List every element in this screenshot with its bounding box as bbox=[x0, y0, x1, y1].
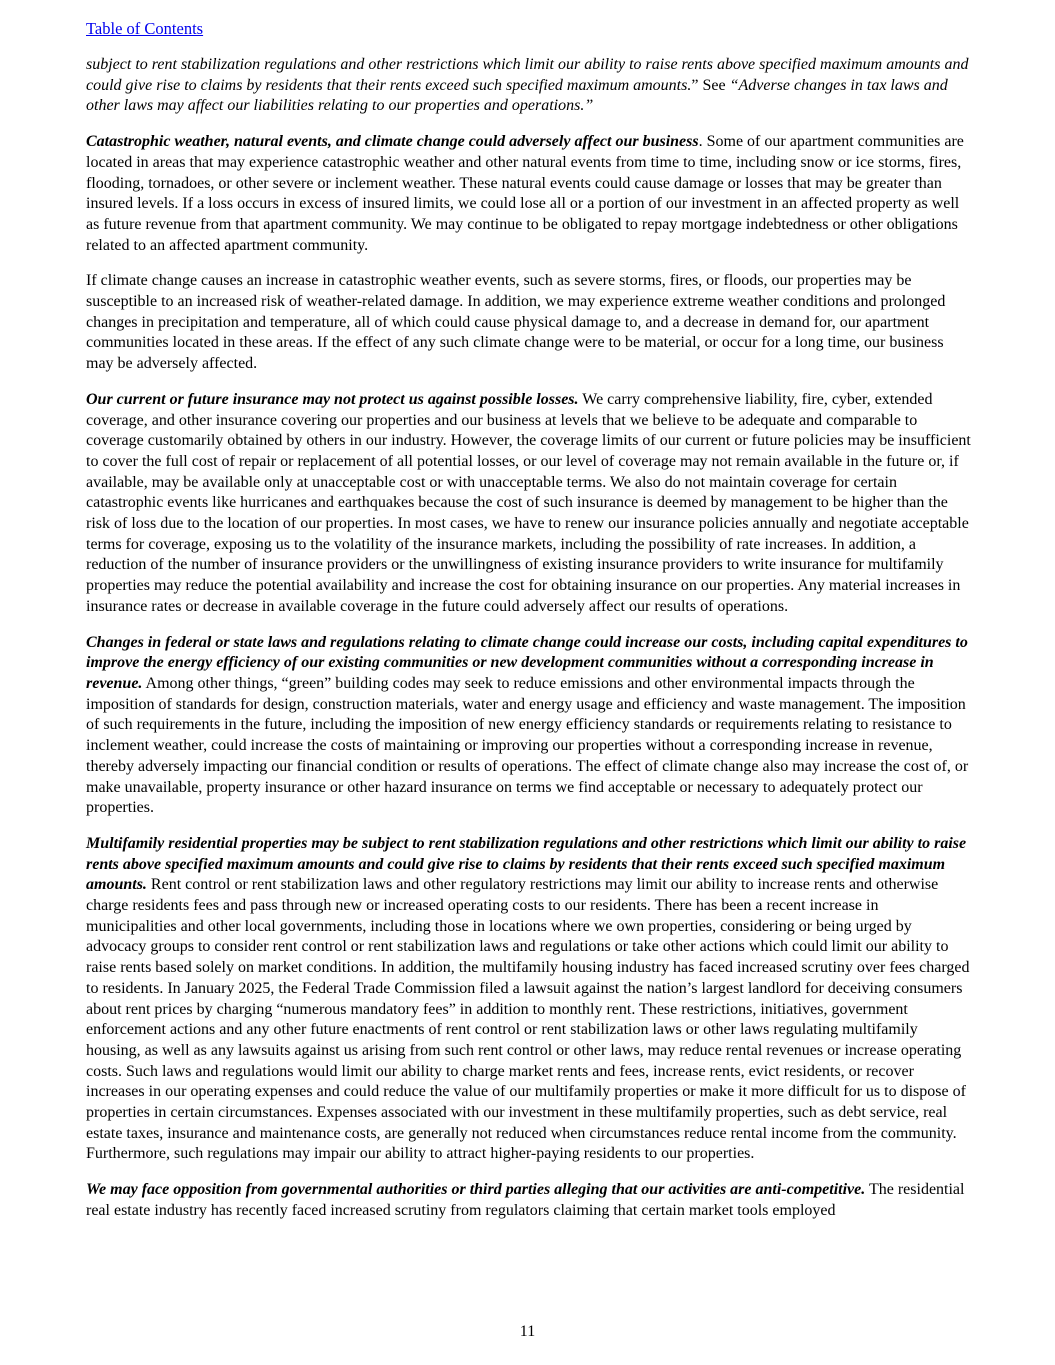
risk-heading-insurance: Our current or future insurance may not protect us against possible losses. bbox=[86, 390, 579, 408]
continuation-italic-text: subject to rent stabilization regulations and other restrictions which limit our ability to raise rents above specified maximum amounts and could give rise to claims by residents that their rents exceed such specified maximum amounts. bbox=[86, 56, 969, 94]
risk-body-catastrophic-weather: . Some of our apartment communities are located in areas that may experience catastrophic weather and other natural events from time to time, including snow or ice storms, fires, flooding, tornadoes, or other severe or inclement weather. These natural events could cause damage or losses that may be greater than insured levels. If a loss occurs in excess of insured limits, we could lose all or a portion of our investment in an affected property as well as future revenue from that apartment community. We may continue to be obligated to repay mortgage indebtedness or other obligations related to an affected apartment community. bbox=[86, 133, 964, 254]
paragraph-climate-regulation bbox=[86, 633, 972, 819]
continuation-see-text: ” See bbox=[691, 76, 730, 94]
paragraph-climate-change bbox=[86, 271, 972, 375]
page-number: 11 bbox=[519, 1323, 536, 1340]
risk-body-rent-stabilization: Rent control or rent stabilization laws and other regulatory restrictions may limit our ability to increase rents and otherwise charge residents fees and pass through new or increased operating costs to our residents. There has been a recent increase in municipalities and other local governments, including those in locations where we own properties, considering or being urged by advocacy groups to consider rent control or rent stabilization laws and regulations or take other actions which could limit our ability to raise rents based solely on market conditions. In addition, the multifamily housing industry has faced increased scrutiny over fees charged to residents. In January 2025, the Federal Trade Commission filed a lawsuit against the nation’s largest landlord for deceiving consumers about rent prices by charging “numerous mandatory fees” in addition to monthly rent. These restrictions, initiatives, government enforcement actions and any other future enactments of rent control or rent stabilization laws or other laws regulating multifamily housing, as well as any lawsuits against us arising from such rent control or other laws, may reduce rental revenues or increase operating costs. Such laws and regulations would limit our ability to charge market rents and fees, increase rents, evict residents, or recover increases in our operating expenses and could reduce the value of our multifamily properties or make it more difficult for us to dispose of properties in certain circumstances. Expenses associated with our investment in these multifamily properties, such as debt service, real estate taxes, insurance and maintenance costs, are generally not reduced when circumstances reduce rental income from the community. Furthermore, such regulations may impair our ability to attract higher-paying residents to our properties. bbox=[86, 876, 970, 1163]
risk-body-climate-change: If climate change causes an increase in catastrophic weather events, such as severe storms, fires, or floods, our properties may be susceptible to an increased risk of weather-related damage. In addition, we may experience extreme weather conditions and prolonged changes in precipitation and temperature, all of which could cause physical damage to, and a decrease in demand for, our apartment communities located in these areas. If the effect of any such climate change were to be material, or occur for a long time, our business may be adversely affected. bbox=[86, 272, 946, 373]
risk-body-climate-regulation: Among other things, “green” building codes may seek to reduce emissions and other environmental impacts through the imposition of standards for design, construction materials, water and energy usage and efficiency and waste management. The imposition of such requirements in the future, including the imposition of new energy efficiency standards or requirements relating to resistance to inclement weather, could increase the costs of maintaining or improving our properties without a corresponding increase in revenue, thereby adversely impacting our financial condition or results of operations. The effect of climate change also may increase the cost of, or make unavailable, property insurance or other hazard insurance on terms we find acceptable or necessary to adequately protect our properties. bbox=[86, 674, 969, 817]
paragraph-insurance bbox=[86, 390, 972, 618]
risk-heading-catastrophic-weather: Catastrophic weather, natural events, and climate change could adversely affect our business bbox=[86, 133, 699, 151]
paragraph-rent-stabilization bbox=[86, 834, 972, 1165]
cross-reference-text: “Adverse changes in tax laws and other laws may affect our liabilities relating to our properties and operations.” bbox=[86, 76, 948, 115]
table-of-contents-link[interactable]: Table of Contents bbox=[86, 19, 204, 38]
risk-body-insurance: We carry comprehensive liability, fire, cyber, extended coverage, and other insurance covering our properties and our business at levels that we believe to be adequate and comparable to coverage customarily obtained by others in our industry. However, the coverage limits of our current or future policies may be insufficient to cover the full cost of repair or replacement of all potential losses, or our level of coverage may not remain available in the future or, if available, may be available only at unacceptable cost or with unacceptable terms. We also do not maintain coverage for certain catastrophic events like hurricanes and earthquakes because the cost of such insurance is deemed by management to be higher than the risk of loss due to the location of our properties. In most cases, we have to renew our insurance policies annually and negotiate acceptable terms for coverage, exposing us to the volatility of the insurance markets, including the possibility of rate increases. In addition, a reduction of the number of insurance providers or the unwillingness of existing insurance providers to write insurance for multifamily properties may reduce the potential availability and increase the cost for obtaining insurance on our properties. Any material increases in insurance rates or decrease in available coverage in the future could adversely affect our results of operations. bbox=[86, 390, 971, 615]
risk-heading-climate-regulation: Changes in federal or state laws and regulations relating to climate change could increase our costs, including capital expenditures to improve the energy efficiency of our existing communities or new development communities without a corresponding increase in revenue. bbox=[86, 633, 968, 692]
risk-heading-anti-competitive: We may face opposition from governmental authorities or third parties alleging that our activities are anti-competitive. bbox=[86, 1181, 866, 1199]
document-page bbox=[86, 18, 972, 1237]
risk-body-anti-competitive: The residential real estate industry has recently faced increased scrutiny from regulators claiming that certain market tools employed bbox=[86, 1181, 965, 1219]
risk-heading-rent-stabilization: Multifamily residential properties may be subject to rent stabilization regulations and other restrictions which limit our ability to raise rents above specified maximum amounts and could give rise to claims by residents that their rents exceed such specified maximum amounts. bbox=[86, 834, 967, 894]
paragraph-continuation bbox=[86, 55, 972, 117]
paragraph-anti-competitive bbox=[86, 1180, 972, 1221]
paragraph-catastrophic-weather bbox=[86, 132, 972, 256]
